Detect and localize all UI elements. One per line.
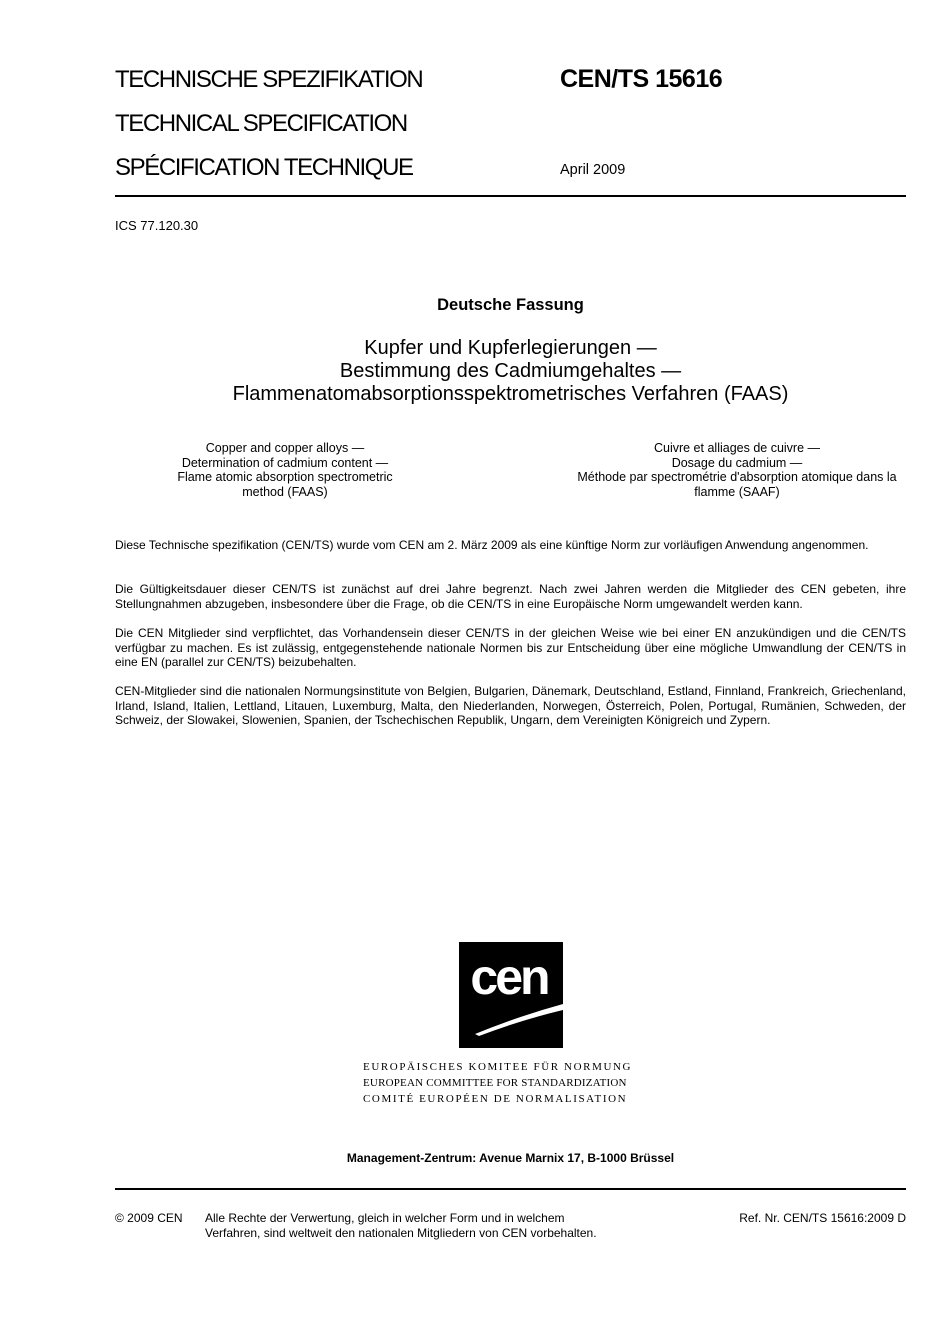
title-en-line: Determination of cadmium content — xyxy=(181,455,389,470)
title-en-line: method (FAAS) xyxy=(242,484,328,499)
spec-title-de: TECHNISCHE SPEZIFIKATION xyxy=(115,66,423,93)
paragraph-adoption: Diese Technische spezifikation (CEN/TS) wurde vom CEN am 2. März 2009 als eine künftige Norm zur vorläufigen Anwendung angenommen. xyxy=(115,538,869,552)
rights-notice xyxy=(205,1211,597,1241)
org-name-en: EUROPEAN COMMITTEE FOR STANDARDIZATION xyxy=(363,1077,627,1089)
version-label: Deutsche Fassung xyxy=(437,296,584,314)
cen-logo xyxy=(459,942,563,1048)
spec-title-fr: SPÉCIFICATION TECHNIQUE xyxy=(115,154,413,181)
title-fr-line: Dosage du cadmium — xyxy=(671,455,803,470)
org-name-fr: COMITÉ EUROPÉEN DE NORMALISATION xyxy=(363,1093,628,1105)
main-title-line: Bestimmung des Cadmiumgehaltes — xyxy=(339,360,682,382)
title-en-line: Copper and copper alloys — xyxy=(205,441,365,455)
svg-text:cen: cen xyxy=(470,949,548,1005)
ics-code: ICS 77.120.30 xyxy=(115,218,199,233)
rights-line: Verfahren, sind weltweit den nationalen Mitgliedern von CEN vorbehalten. xyxy=(205,1226,597,1240)
title-en-line: Flame atomic absorption spectrometric xyxy=(177,470,393,485)
title-french xyxy=(566,441,908,499)
title-fr-line: Cuivre et alliages de cuivre — xyxy=(653,441,821,455)
main-title-line: Flammenatomabsorptionsspektrometrisches Verfahren (FAAS) xyxy=(232,383,789,405)
title-fr-line: flamme (SAAF) xyxy=(694,484,780,499)
publication-date: April 2009 xyxy=(560,162,626,178)
standard-number: CEN/TS 15616 xyxy=(560,65,723,93)
paragraph-validity: Die Gültigkeitsdauer dieser CEN/TS ist zunächst auf drei Jahre begrenzt. Nach zwei Jahren werden die Mitglieder des CEN gebeten, ihre Stellungnahmen abzugeben, insbesondere über die Frage, ob die CEN/TS in eine Europäische Norm umgewandelt werden kann. xyxy=(115,582,906,611)
main-title xyxy=(115,337,906,406)
copyright: © 2009 CEN xyxy=(115,1211,183,1225)
org-name-de: EUROPÄISCHES KOMITEE FÜR NORMUNG xyxy=(363,1061,633,1073)
title-fr-line: Méthode par spectrométrie d'absorption atomique dans la xyxy=(577,470,897,485)
paragraph-members: CEN-Mitglieder sind die nationalen Normungsinstitute von Belgien, Bulgarien, Dänemark, Deutschland, Estland, Finnland, Frankreich, Griechenland, Irland, Island, Italien, Lettland, Litauen, Luxemburg, Malta, den Niederlanden, Norwegen, Österreich, Polen, Portugal, Rumänien, Schweden, der Schweiz, der Slowakei, Slowenien, Spanien, der Tschechischen Republik, Ungarn, dem Vereinigten Königreich und Zypern. xyxy=(115,684,906,728)
cen-logo-graphic xyxy=(459,942,563,1048)
management-address: Management-Zentrum: Avenue Marnix 17, B-1000 Brüssel xyxy=(346,1151,675,1165)
paragraph-obligations: Die CEN Mitglieder sind verpflichtet, das Vorhandensein dieser CEN/TS in der gleichen Weise wie bei einer EN anzukündigen und die CEN/TS verfügbar zu machen. Es ist zulässig, entgegenstehende nationale Normen bis zur Entscheidung über eine mögliche Umwandlung der CEN/TS in eine EN (parallel zur CEN/TS) beizubehalten. xyxy=(115,626,906,670)
reference-number: Ref. Nr. CEN/TS 15616:2009 D xyxy=(739,1211,906,1225)
main-title-line: Kupfer und Kupferlegierungen — xyxy=(364,337,657,359)
title-english xyxy=(160,441,410,499)
spec-title-en: TECHNICAL SPECIFICATION xyxy=(115,110,407,137)
header-divider xyxy=(115,195,906,197)
footer-divider xyxy=(115,1188,906,1190)
rights-line: Alle Rechte der Verwertung, gleich in welcher Form und in welchem xyxy=(205,1211,565,1225)
